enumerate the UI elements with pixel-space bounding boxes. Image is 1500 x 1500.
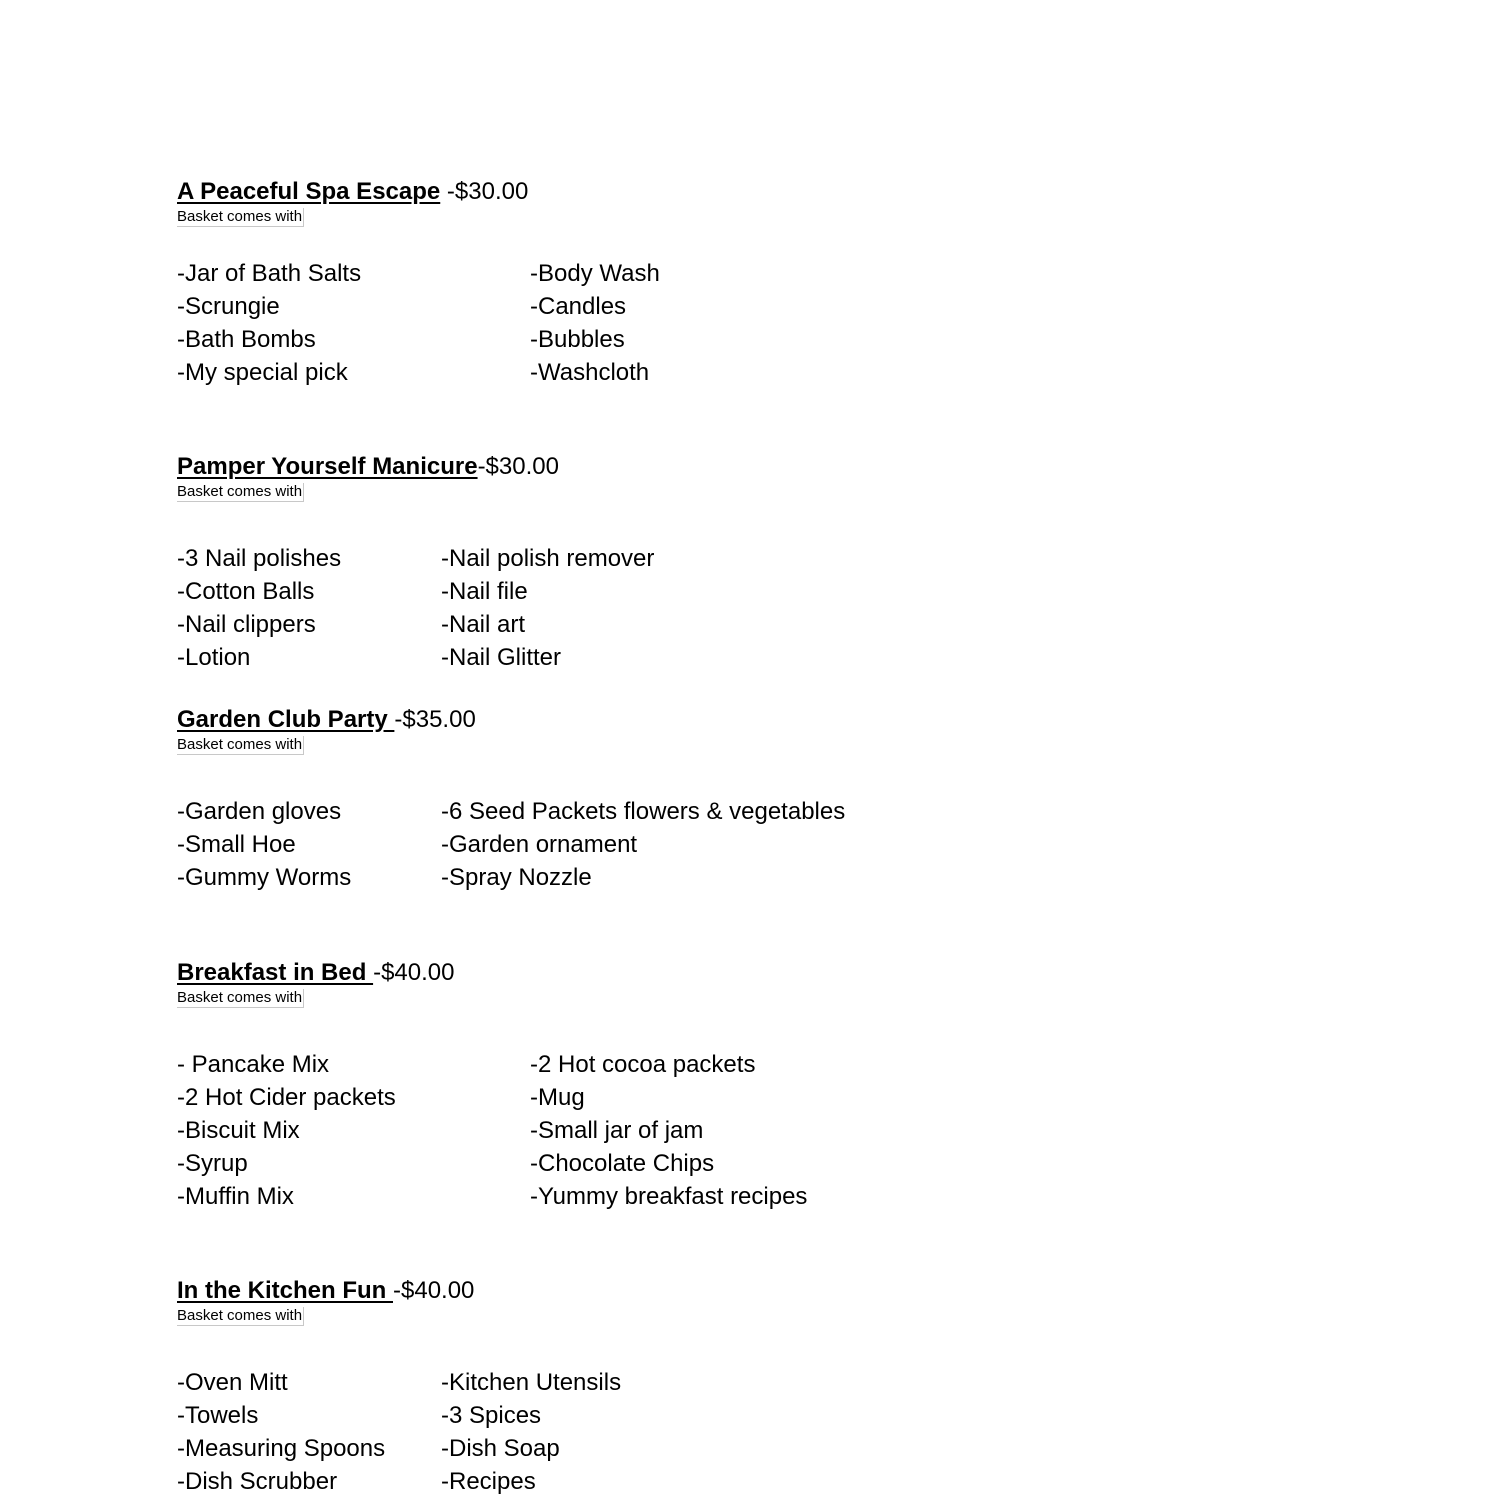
list-item: -2 Hot cocoa packets	[530, 1051, 756, 1078]
list-item: -Cotton Balls	[177, 578, 315, 605]
items-left-column	[177, 1048, 396, 1213]
list-item: -Lotion	[177, 644, 251, 671]
list-item: -Washcloth	[530, 359, 650, 386]
basket-subtitle: Basket comes with	[177, 1307, 303, 1324]
basket-kitchen-fun	[177, 1277, 622, 1495]
list-item: -Small jar of jam	[530, 1117, 704, 1144]
list-item: -Bath Bombs	[177, 326, 316, 353]
items-right-column	[441, 795, 845, 894]
list-item: -Garden ornament	[441, 831, 638, 858]
basket-subtitle: Basket comes with	[177, 736, 303, 753]
basket-heading	[177, 1277, 474, 1305]
list-item: -Nail polish remover	[441, 545, 655, 572]
list-item: -Gummy Worms	[177, 864, 352, 891]
list-item: -Muffin Mix	[177, 1183, 294, 1210]
list-item: -Kitchen Utensils	[441, 1369, 622, 1396]
list-item: -3 Spices	[441, 1402, 542, 1429]
items-left-column	[177, 1366, 385, 1498]
basket-price: -$40.00	[373, 959, 455, 986]
basket-price: -$30.00	[440, 178, 529, 205]
basket-subtitle: Basket comes with	[177, 989, 303, 1006]
list-item: -Yummy breakfast recipes	[530, 1183, 808, 1210]
list-item: -Nail art	[441, 611, 526, 638]
basket-title: A Peaceful Spa Escape	[177, 178, 441, 205]
list-item: -Body Wash	[530, 260, 660, 287]
items-left-column	[177, 542, 341, 674]
items-left-column	[177, 795, 351, 894]
basket-breakfast-in-bed	[177, 959, 808, 1210]
list-item: -Candles	[530, 293, 627, 320]
items-left-column	[177, 257, 361, 389]
basket-price: -$35.00	[394, 706, 476, 733]
list-item: -Dish Scrubber	[177, 1468, 338, 1495]
basket-title: Garden Club Party	[177, 706, 395, 733]
basket-title: Pamper Yourself Manicure	[177, 453, 478, 480]
basket-heading	[177, 453, 559, 481]
list-item: -Spray Nozzle	[441, 864, 592, 891]
items-right-column	[441, 542, 654, 674]
list-item: -3 Nail polishes	[177, 545, 342, 572]
basket-manicure	[177, 453, 655, 671]
basket-garden-club	[177, 706, 846, 891]
basket-heading	[177, 706, 476, 734]
list-item: -Chocolate Chips	[530, 1150, 715, 1177]
basket-heading	[177, 178, 528, 206]
list-item: -Mug	[530, 1084, 585, 1111]
basket-subtitle: Basket comes with	[177, 208, 303, 225]
basket-title: In the Kitchen Fun	[177, 1277, 393, 1304]
list-item: -Measuring Spoons	[177, 1435, 386, 1462]
list-item: -Nail clippers	[177, 611, 316, 638]
list-item: -Nail file	[441, 578, 528, 605]
list-item: -Syrup	[177, 1150, 248, 1177]
list-item: -Small Hoe	[177, 831, 296, 858]
list-item: - Pancake Mix	[177, 1051, 330, 1078]
items-right-column	[530, 1048, 807, 1213]
list-item: -Garden gloves	[177, 798, 342, 825]
basket-price: -$40.00	[393, 1277, 475, 1304]
basket-spa-escape	[177, 178, 660, 386]
list-item: -Jar of Bath Salts	[177, 260, 362, 287]
list-item: -Recipes	[441, 1468, 536, 1495]
list-item: -My special pick	[177, 359, 348, 386]
list-item: -Nail Glitter	[441, 644, 562, 671]
basket-title: Breakfast in Bed	[177, 959, 374, 986]
list-item: -Towels	[177, 1402, 259, 1429]
list-item: -Biscuit Mix	[177, 1117, 300, 1144]
list-item: -Bubbles	[530, 326, 625, 353]
list-item: -2 Hot Cider packets	[177, 1084, 396, 1111]
list-item: -Scrungie	[177, 293, 280, 320]
items-right-column	[530, 257, 660, 389]
items-right-column	[441, 1366, 621, 1498]
list-item: -Dish Soap	[441, 1435, 560, 1462]
basket-price: -$30.00	[477, 453, 559, 480]
basket-heading	[177, 959, 454, 987]
list-item: -6 Seed Packets flowers & vegetables	[441, 798, 846, 825]
list-item: -Oven Mitt	[177, 1369, 288, 1396]
basket-subtitle: Basket comes with	[177, 483, 303, 500]
